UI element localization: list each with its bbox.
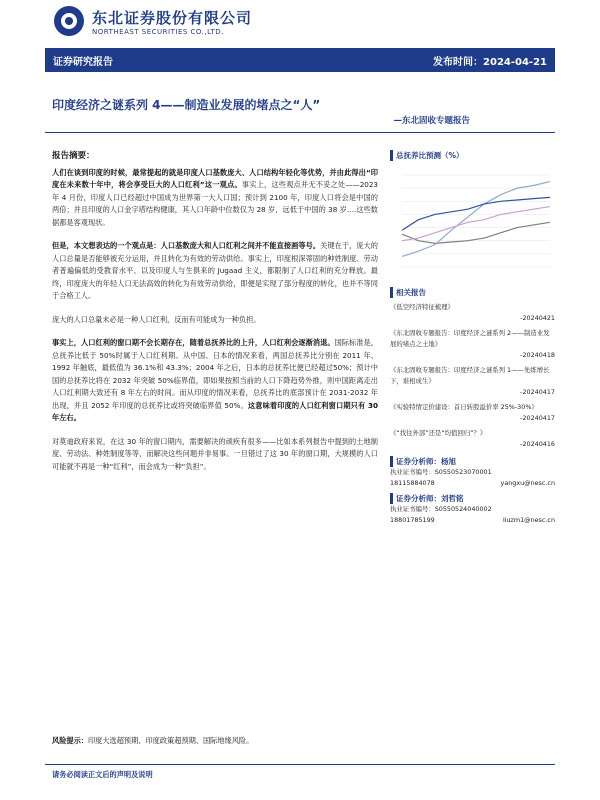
analyst-cert: 执业证书编号：S0550523070001 [390,468,492,476]
summary-column [52,150,378,484]
chart-series-line [402,182,550,257]
sidebar-column [390,150,555,526]
chart-series-line [402,222,550,243]
report-type: 证券研究报告 [53,56,113,68]
related-reports-title: 相关报告 [390,287,555,298]
header-banner [45,48,555,72]
summary-paragraph-1: 人们在谈到印度的时候，最常提起的就是印度人口基数庞大、人口结构年轻化等优势，并由此得出“印度在未来数十年中，将会享受巨大的人口红利”这一观点。事实上，这些观点并无不妥之处——2023 年 4 月份，印度人口已经超过中国成为世界第一大人口国；预计到 2100 年，印度人口将会是中国的两倍；并且印度的人口金字塔结构健康，其人口年龄中位数仅为 28 岁，远低于中国的 38 岁….这些数据都是客观现状。 [52,167,378,227]
summary-heading: 报告摘要： [52,151,95,161]
analyst-cert: 执业证书编号：S0550524040002 [390,505,492,513]
related-report[interactable]: 《东北固收专题报告：印度经济之谜系列 1——先练增长下，谁相成生》 -20240417 [390,366,555,396]
summary-paragraph-4: 事实上，人口红利的窗口期不会长期存在，随着总抚养比的上升，人口红利会逐渐消退。国际标准是，总抚养比低于 50%时属于人口红利期。从中国、日本的情况来看，两国总抚养比分别在 2011 年、1992 年触底，最低值为 36.1%和 43.3%；2004 年之后，日本的总抚养比便已经超过50%；预计中国的总抚养比将在 2032 年突破 50%临界值，即如果按照当前的人口下降趋势外推，则中国距离走出人口红利期大致还有 8 年左右的时间。而从印度的情况来看，总抚养比的底部预计在 2031-2032 年出现，并且 2052 年印度的总抚养比或将突破临界值 50%。这意味着印度的人口红利窗口期只有 30 年左右。 [52,338,378,422]
analyst-block [390,456,555,526]
logo-icon [54,6,84,36]
footer-divider [45,764,555,765]
dependency-ratio-chart [390,167,555,275]
footer-disclaimer[interactable]: 请务必阅读正文后的声明及说明 [52,770,153,779]
related-report[interactable]: 《东北固收专题报告：印度经济之谜系列 2——制造业发展的堵点之土地》 -20240418 [390,329,555,359]
brand-logo [54,6,252,36]
title-divider [45,132,555,133]
chart-series-line [402,207,550,241]
related-report[interactable]: 《低空经济特征梳理》 -20240421 [390,303,555,322]
brand-name-en: NORTHEAST SECURITIES CO.,LTD. [92,27,224,36]
analyst-name: 证券分析师：刘哲铭 [390,493,555,504]
brand-name-cn: 东北证券股份有限公司 [92,8,253,27]
analyst-email[interactable]: liuzm1@nesc.cn [502,516,555,524]
analyst-name: 证券分析师：杨旭 [390,456,555,467]
summary-paragraph-5: 对莫迪政府来说，在这 30 年的窗口期内，需要解决的顽疾有很多——比如本系列报告中提到的土地制度、劳动法、种姓制度等等，而解决这些问题并非易事。一旦错过了这 30 年的窗口期，大规模的人口可能就不再是一种“红利”，而会成为一种“负担”。 [52,436,378,471]
publish-date: 发布时间：2024-04-21 [433,56,547,68]
analyst-phone: 18801785199 [390,516,435,524]
summary-paragraph-3: 庞大的人口总量未必是一种人口红利，反而有可能成为一种负担。 [52,314,261,324]
risk-warning: 风险提示：印度大选超预期、印度政策超预期、国际地缘风险。 [52,736,254,745]
analyst-email[interactable]: yangxu@nesc.cn [500,479,555,487]
chart-title: 总抚养比预测（%） [390,150,555,161]
summary-paragraph-2: 但是，本文想表达的一个观点是：人口基数庞大和人口红利之间并不能直接画等号。关键在于，庞大的人口总量是否能够被充分运用，并且转化为有效的劳动供给。事实上，印度根深蒂固的种姓制度、劳动者普遍偏低的受教育水平、以及印度人与生俱来的 Jugaad 主义，都限制了人口红利的充分释放。最终，印度庞大的年轻人口无法高效的转化为有效劳动供给，即便是实现了部分程度的转化，也并不等同于合格工人。 [52,241,378,300]
related-reports-list [390,302,555,450]
analyst-phone: 18115884078 [390,479,435,487]
report-subtitle: —东北固收专题报告 [393,116,470,126]
report-title: 印度经济之谜系列 4——制造业发展的堵点之“人” [52,98,321,112]
related-report[interactable]: 《实验特情定价建设：首日转股溢价率 25%-30%》 -20240417 [390,403,555,422]
related-report[interactable]: 《“找往外部”还是“均值回归”？》 -20240416 [390,429,555,448]
